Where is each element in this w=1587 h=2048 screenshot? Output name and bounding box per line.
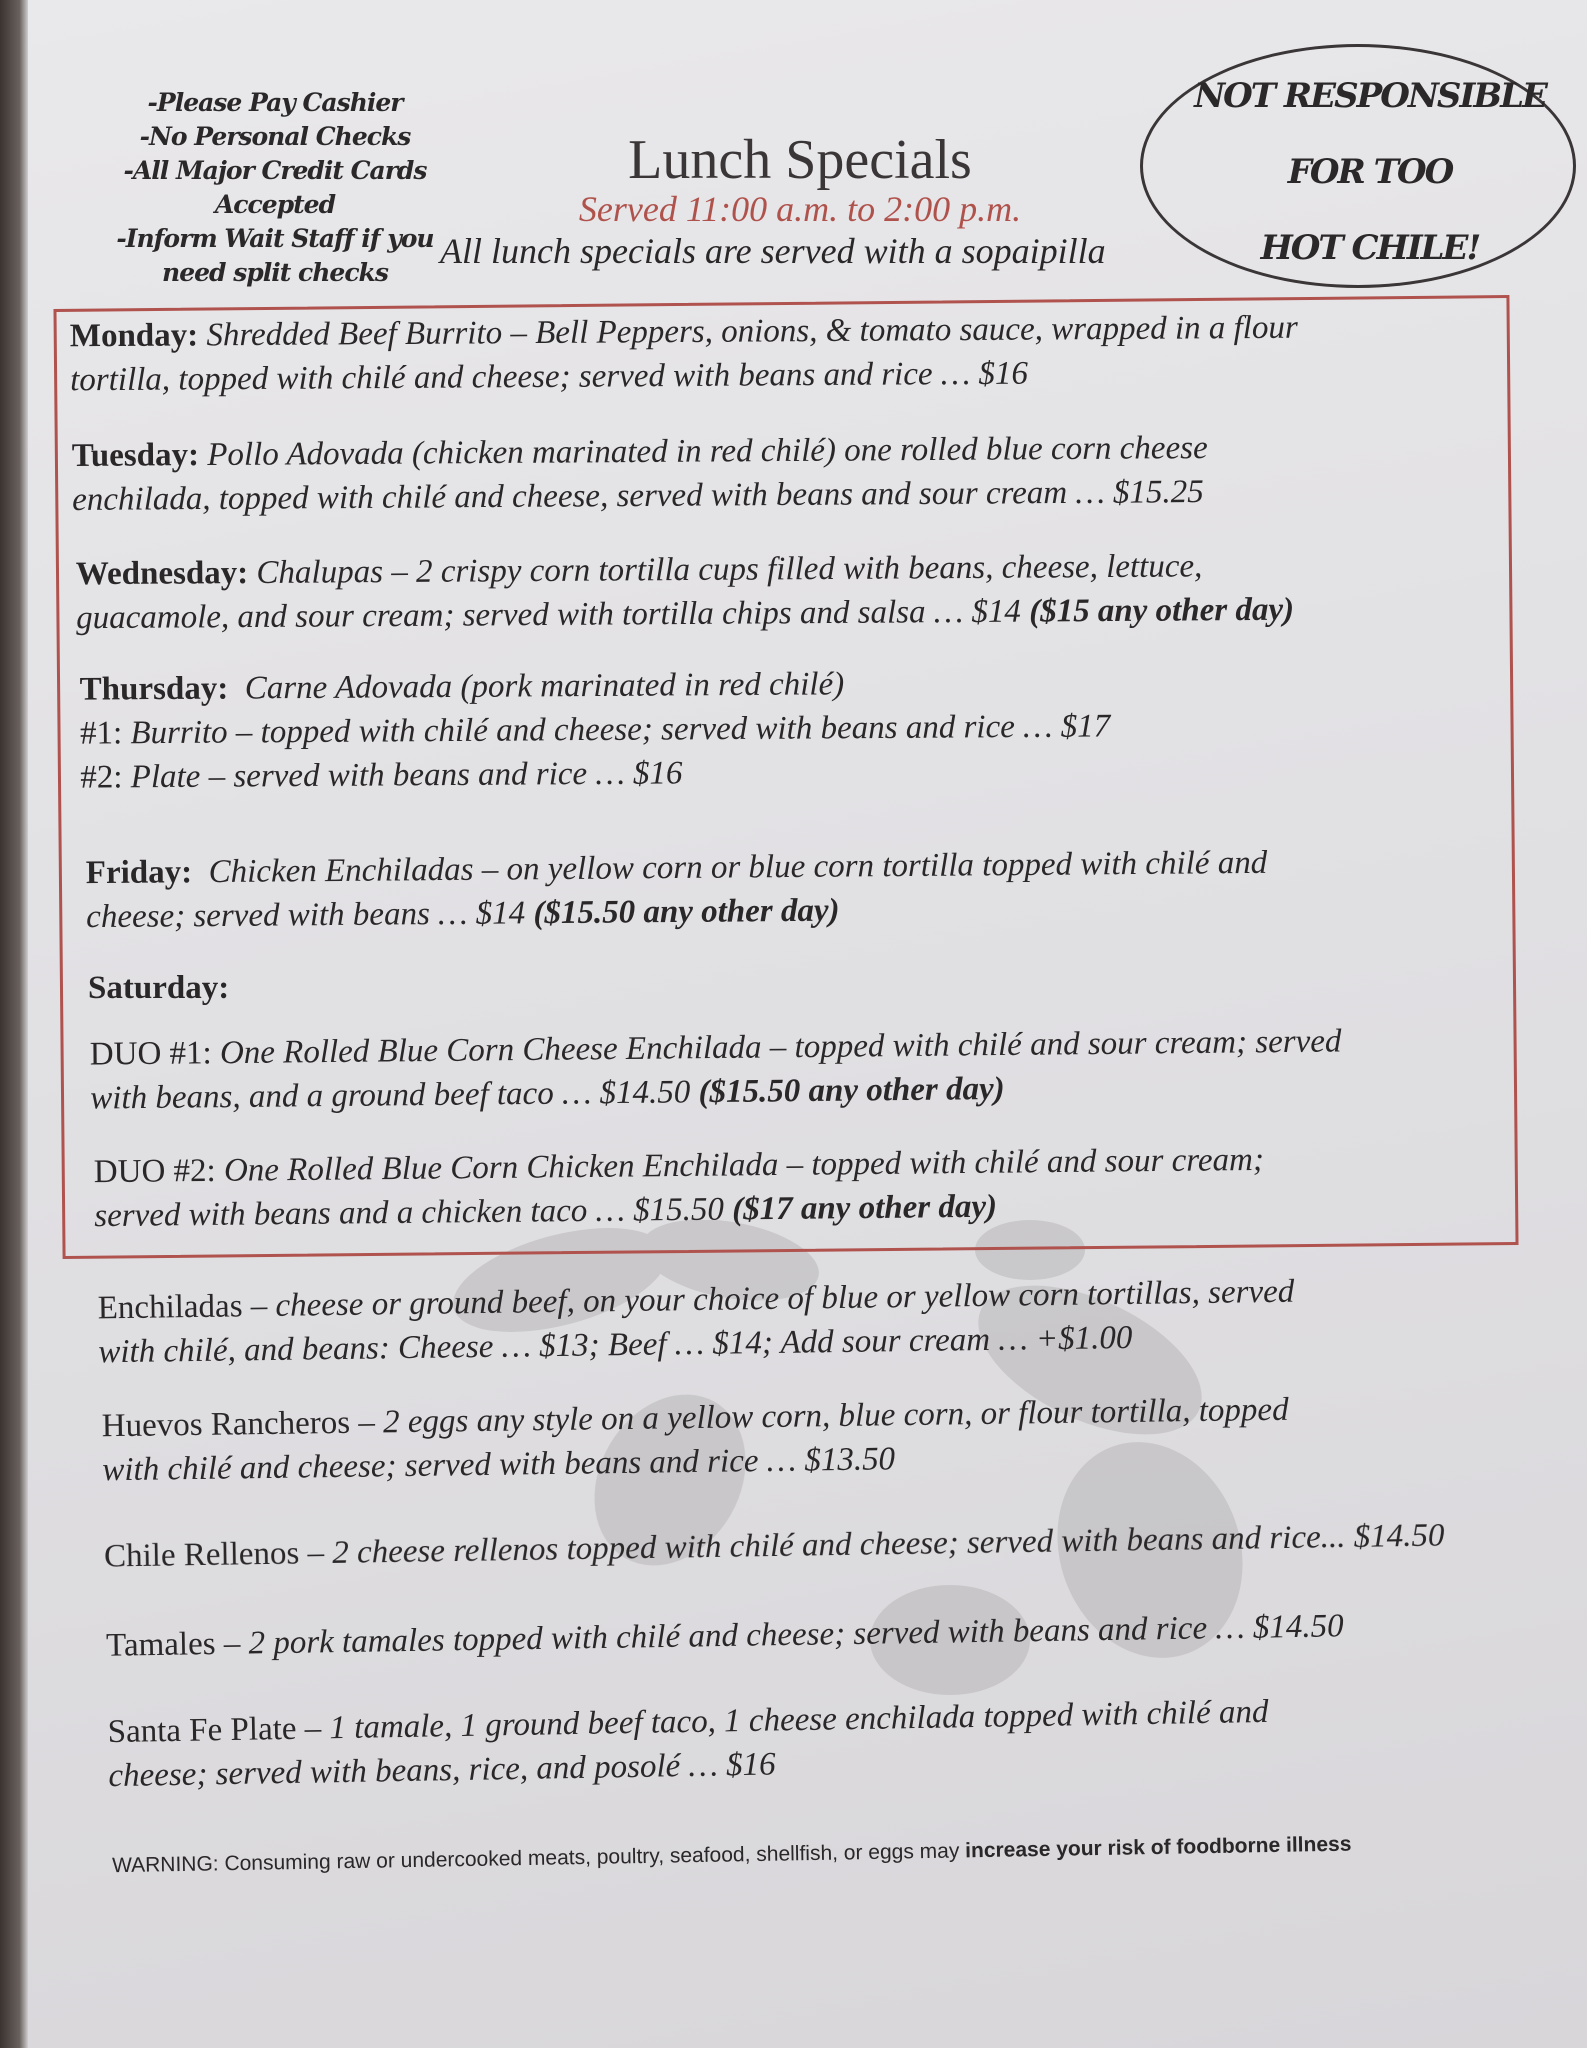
day-label: Monday: — [69, 317, 199, 355]
item-description: Shredded Beef Burrito – Bell Peppers, onions, & tomato sauce, wrapped in a flour — [206, 309, 1298, 354]
price-note: ($17 any other day) — [731, 1188, 998, 1228]
item-description: – 2 cheese rellenos topped with chilé and cheese; served with beans and rice... $14.50 — [299, 1517, 1445, 1572]
special-saturday-label — [88, 966, 229, 1010]
served-hours: Served 11:00 a.m. to 2:00 p.m. — [578, 189, 1022, 229]
special-wednesday — [76, 544, 1294, 641]
item-description: Pollo Adovada (chicken marinated in red chilé) one rolled blue corn cheese — [207, 430, 1208, 474]
item-description: One Rolled Blue Corn Chicken Enchilada – topped with chilé and sour cream; — [223, 1141, 1265, 1189]
day-label: Thursday: — [79, 670, 229, 708]
item-description: Burrito – topped with chilé and cheese; served with beans and rice … $17 — [130, 708, 1111, 752]
note-line: Accepted — [214, 190, 336, 219]
item-description: served with beans and a chicken taco … $15.50 — [94, 1191, 725, 1235]
item-description: enchilada, topped with chilé and cheese, served with beans and sour cream … $15.25 — [72, 474, 1204, 518]
price-note: ($15.50 any other day) — [698, 1070, 1005, 1111]
item-description: with chilé, and beans: Cheese … $13; Beef … $14; Add sour cream … +$1.00 — [98, 1319, 1133, 1371]
special-thursday — [80, 660, 1111, 799]
oval-text — [1170, 58, 1570, 286]
item-description: – cheese or ground beef, on your choice of blue or yellow corn tortillas, served — [242, 1273, 1295, 1325]
item-name: Tamales — [105, 1626, 216, 1664]
duo-label: DUO #2: — [93, 1152, 216, 1191]
page-edge-shadow — [0, 0, 28, 2048]
warning-text: WARNING: Consuming raw or undercooked meats, poultry, seafood, shellfish, or eggs may — [111, 1839, 966, 1878]
price-note: ($15.50 any other day) — [533, 892, 840, 932]
special-monday — [70, 306, 1299, 403]
price-note: ($15 any other day) — [1029, 591, 1295, 630]
option-number: #2: — [80, 759, 123, 796]
special-saturday-duo1 — [90, 1019, 1342, 1120]
day-label: Tuesday: — [71, 437, 200, 474]
item-description: cheese; served with beans … $14 — [86, 895, 526, 936]
menu-item-huevos-rancheros — [101, 1388, 1289, 1493]
note-line: -All Major Credit Cards — [123, 156, 427, 185]
day-label: Friday: — [85, 854, 193, 892]
item-description: with chilé and cheese; served with beans and rice … $13.50 — [102, 1441, 896, 1489]
food-safety-warning — [112, 1830, 1512, 1878]
item-name: Chile Rellenos — [103, 1535, 300, 1575]
item-description: – 2 pork tamales topped with chilé and cheese; served with beans and rice … $14.50 — [215, 1608, 1344, 1662]
oval-line: NOT RESPONSIBLE — [1194, 76, 1546, 116]
option-number: #1: — [79, 715, 123, 752]
day-label: Saturday: — [88, 970, 230, 1006]
page-title: Lunch Specials — [628, 129, 972, 191]
item-description: – 1 tamale, 1 ground beef taco, 1 cheese enchilada topped with chilé and — [296, 1693, 1269, 1747]
item-name: Huevos Rancheros — [101, 1404, 351, 1445]
item-description: Chicken Enchiladas – on yellow corn or blue corn tortilla topped with chilé and — [208, 844, 1268, 891]
note-line: -Please Pay Cashier — [147, 88, 403, 117]
item-description: Carne Adovada (pork marinated in red chilé) — [244, 666, 845, 707]
oval-line: HOT CHILE! — [1260, 228, 1480, 268]
menu-item-enchiladas — [97, 1270, 1295, 1375]
note-line: -Inform Wait Staff if you — [116, 224, 434, 253]
item-description: Plate – served with beans and rice … $16 — [130, 755, 683, 796]
item-description: One Rolled Blue Corn Cheese Enchilada – topped with chilé and sour cream; served — [219, 1023, 1342, 1072]
special-saturday-duo2 — [94, 1138, 1265, 1238]
specials-intro: All lunch specials are served with a sopaipilla — [440, 231, 1106, 271]
item-description: with beans, and a ground beef taco … $14.50 — [90, 1074, 691, 1117]
warning-text-bold: increase your risk of foodborne illness — [964, 1832, 1352, 1863]
item-description: Chalupas – 2 crispy corn tortilla cups filled with beans, cheese, lettuce, — [256, 548, 1203, 591]
item-description: guacamole, and sour cream; served with tortilla chips and salsa … $14 — [76, 593, 1022, 637]
oval-line: FOR TOO — [1287, 152, 1453, 192]
payment-notes — [110, 86, 440, 290]
item-description: cheese; served with beans, rice, and posolé … $16 — [108, 1746, 776, 1795]
note-line: need split checks — [162, 258, 388, 287]
note-line: -No Personal Checks — [139, 122, 411, 151]
day-label: Wednesday: — [75, 555, 249, 593]
special-friday — [86, 841, 1268, 939]
special-tuesday — [72, 426, 1208, 522]
duo-label: DUO #1: — [89, 1035, 212, 1073]
item-description: tortilla, topped with chilé and cheese; served with beans and rice … $16 — [70, 355, 1029, 399]
item-name: Santa Fe Plate — [107, 1710, 297, 1751]
item-description: – 2 eggs any style on a yellow corn, blue corn, or flour tortilla, topped — [349, 1391, 1289, 1441]
menu-item-santa-fe-plate — [107, 1690, 1269, 1798]
item-name: Enchiladas — [97, 1288, 243, 1327]
